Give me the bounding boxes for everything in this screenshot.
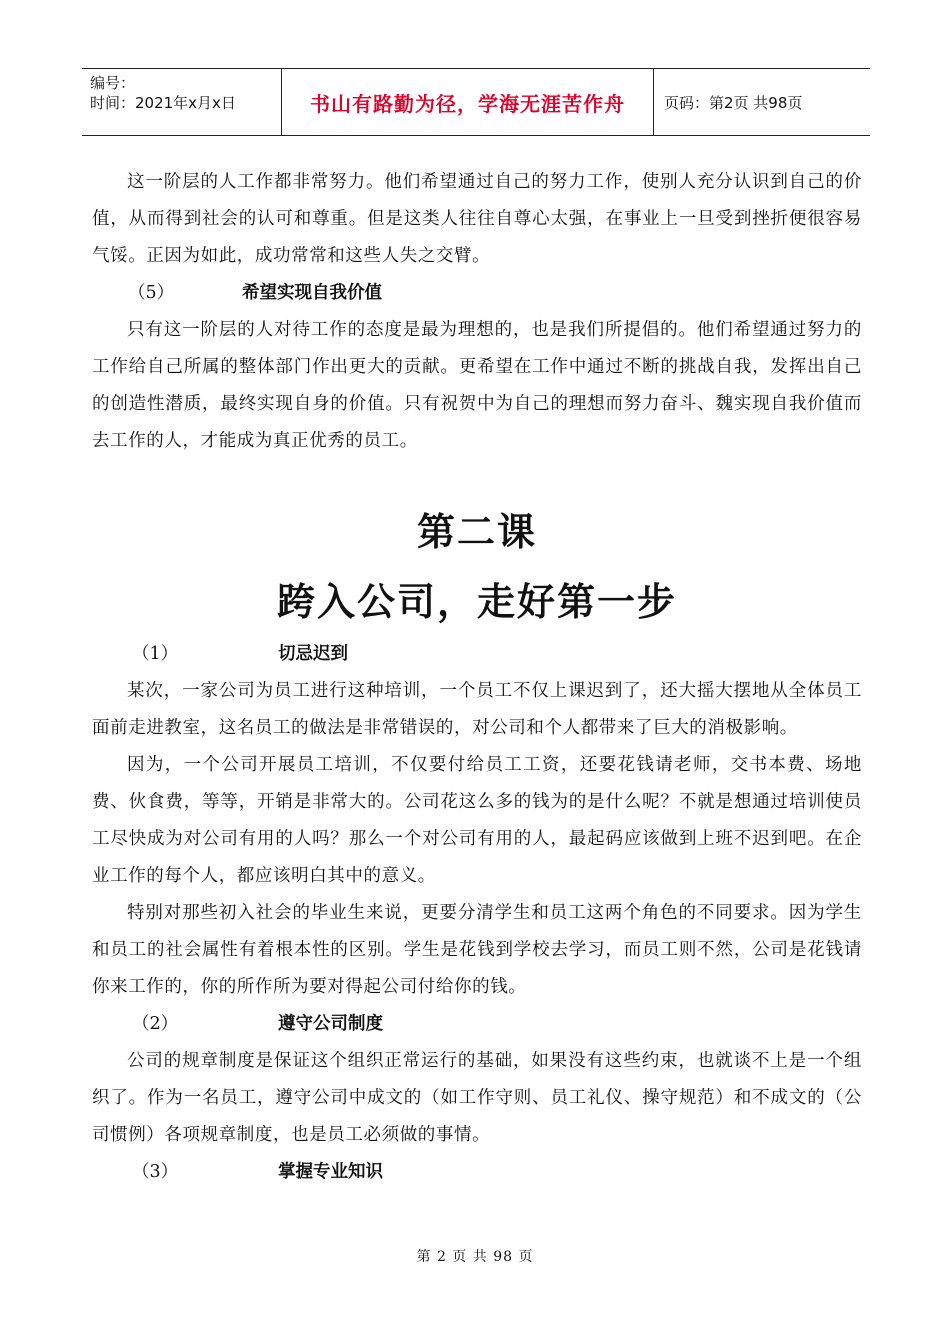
section-heading-3 bbox=[92, 1154, 862, 1191]
section-number: （2） bbox=[132, 1014, 179, 1034]
section-number: （1） bbox=[132, 644, 179, 664]
section-title: 掌握专业知识 bbox=[278, 1162, 383, 1182]
header-page-number: 页码：第2页 共98页 bbox=[664, 93, 803, 112]
paragraph: 公司的规章制度是保证这个组织正常运行的基础，如果没有这些约束，也就谈不上是一个组织了。作为一名员工，遵守公司中成文的（如工作守则、员工礼仪、操守规范）和不成文的（公司惯例）各项规章制度，也是员工必须做的事情。 bbox=[92, 1051, 862, 1145]
header-meta bbox=[82, 69, 282, 135]
section-title: 希望实现自我价值 bbox=[242, 283, 382, 303]
paragraph: 这一阶层的人工作都非常努力。他们希望通过自己的努力工作，使别人充分认识到自己的价值，从而得到社会的认可和尊重。但是这类人往往自尊心太强，在事业上一旦受到挫折便很容易气馁。正因为如此，成功常常和这些人失之交臂。 bbox=[92, 172, 862, 266]
section-number: （5） bbox=[128, 283, 175, 303]
section-heading-5 bbox=[92, 275, 862, 312]
time-label: 时间：2021年x月x日 bbox=[90, 94, 236, 112]
section-title: 切忌迟到 bbox=[278, 644, 348, 664]
lesson-title: 第二课 bbox=[416, 509, 537, 554]
paragraph: 因为，一个公司开展员工培训，不仅要付给员工工资，还要花钱请老师，交书本费、场地费、伙食费，等等，开销是非常大的。公司花这么多的钱为的是什么呢？不就是想通过培训使员工尽快成为对公司有用的人吗？那么一个对公司有用的人，最起码应该做到上班不迟到吧。在企业工作的每个人，都应该明白其中的意义。 bbox=[92, 755, 862, 886]
paragraph: 某次，一家公司为员工进行这种培训，一个员工不仅上课迟到了，还大摇大摆地从全体员工面前走进教室，这名员工的做法是非常错误的，对公司和个人都带来了巨大的消极影响。 bbox=[92, 681, 862, 738]
paragraph: 特别对那些初入社会的毕业生来说，更要分清学生和员工这两个角色的不同要求。因为学生和员工的社会属性有着根本性的区别。学生是花钱到学校去学习，而员工则不然，公司是花钱请你来工作的，你的所作所为要对得起公司付给你的钱。 bbox=[92, 903, 862, 997]
page-footer: 第 2 页 共 98 页 bbox=[416, 1249, 534, 1265]
section-title: 遵守公司制度 bbox=[278, 1014, 383, 1034]
section-heading-2 bbox=[92, 1006, 862, 1043]
code-label: 编号： bbox=[90, 74, 136, 92]
paragraph: 只有这一阶层的人对待工作的态度是最为理想的，也是我们所提倡的。他们希望通过努力的工作给自己所属的整体部门作出更大的贡献。更希望在工作中通过不断的挑战自我，发挥出自己的创造性潜质，最终实现自身的价值。只有祝贺中为自己的理想而努力奋斗、魏实现自我价值而去工作的人，才能成为真正优秀的员工。 bbox=[92, 320, 862, 451]
section-number: （3） bbox=[132, 1162, 179, 1182]
page-header bbox=[82, 68, 870, 136]
section-heading-1 bbox=[92, 636, 862, 673]
lesson-subtitle: 跨入公司，走好第一步 bbox=[276, 579, 677, 624]
header-motto: 书山有路勤为径，学海无涯苦作舟 bbox=[282, 69, 654, 135]
document-body bbox=[92, 164, 862, 1191]
